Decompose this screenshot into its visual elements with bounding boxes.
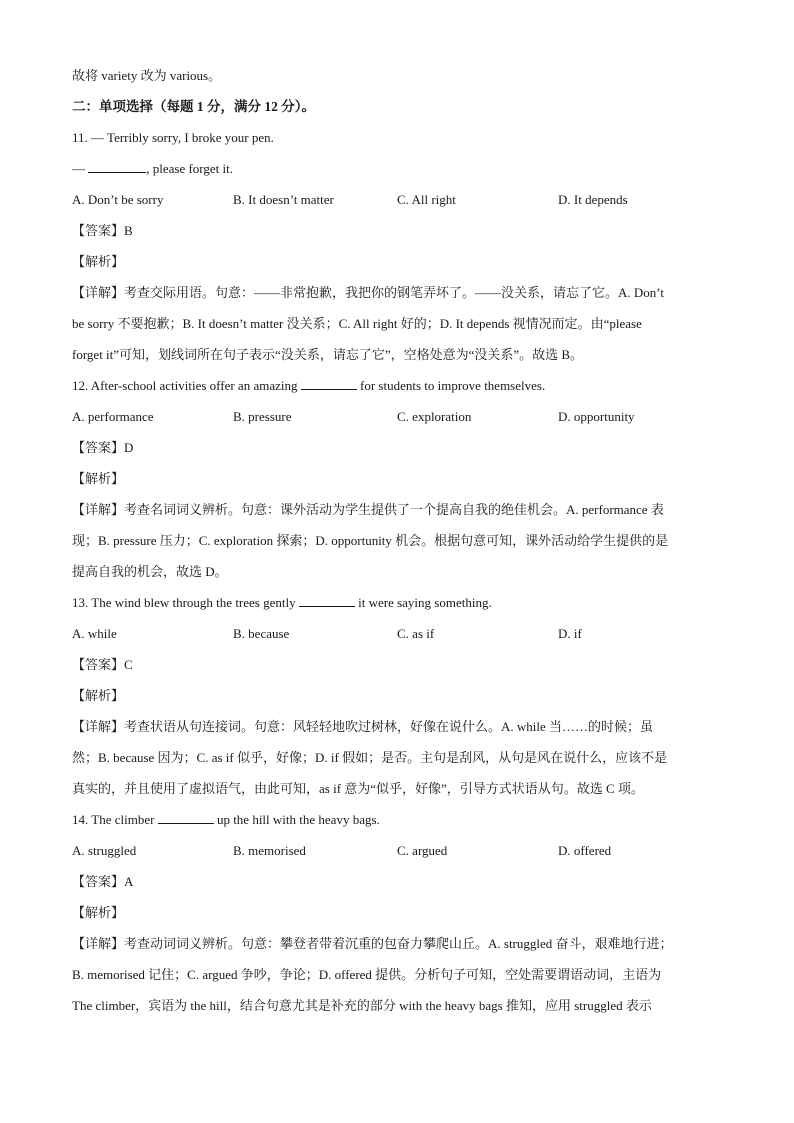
q11-detail-3: forget it”可知，划线词所在句子表示“没关系，请忘了它”，空格处意为“没关系”。故选 B。 xyxy=(72,347,584,362)
q13-detail-2: 然；B. because 因为；C. as if 似乎，好像；D. if 假如；是否。主句是刮风，从句是风在说什么，应该不是 xyxy=(72,750,668,765)
q12-blank xyxy=(301,375,357,390)
q14-detail-3: The climber，宾语为 the hill，结合句意尤其是补充的部分 with the heavy bags 推知，应用 struggled 表示 xyxy=(72,998,652,1013)
document-page xyxy=(72,60,722,1021)
q13-detail-3: 真实的，并且使用了虚拟语气，由此可知，as if 意为“似乎，好像”，引导方式状语从句。故选 C 项。 xyxy=(72,781,644,796)
q12-detail-2: 现；B. pressure 压力；C. exploration 探索；D. opportunity 机会。根据句意可知，课外活动给学生提供的是 xyxy=(72,533,669,548)
q11-reply-post: , please forget it. xyxy=(146,161,234,176)
q13-analysis-label: 【解析】 xyxy=(72,688,125,703)
q12-stem xyxy=(72,370,722,401)
q12-detail-1: 【详解】考查名词词义辨析。句意：课外活动为学生提供了一个提高自我的绝佳机会。A. performance 表 xyxy=(72,502,664,517)
q12-option-c: C. exploration xyxy=(397,409,472,424)
q13-option-b: B. because xyxy=(233,626,290,641)
q14-option-c: C. argued xyxy=(397,843,448,858)
q12-analysis-label: 【解析】 xyxy=(72,471,125,486)
q11-detail-1: 【详解】考查交际用语。句意：——非常抱歉，我把你的钢笔弄坏了。——没关系，请忘了它。A. Don’t xyxy=(72,285,664,300)
q13-options xyxy=(72,618,722,649)
q14-stem-post: up the hill with the heavy bags. xyxy=(213,812,380,827)
q11-option-c: C. All right xyxy=(397,192,456,207)
q12-option-b: B. pressure xyxy=(233,409,292,424)
q14-option-a: A. struggled xyxy=(72,843,137,858)
q11-option-b: B. It doesn’t matter xyxy=(233,192,334,207)
q12-stem-post: for students to improve themselves. xyxy=(356,378,546,393)
q11-answer: 【答案】B xyxy=(72,223,133,238)
section-title: 二：单项选择（每题 1 分，满分 12 分）。 xyxy=(72,99,315,114)
q13-detail-1: 【详解】考查状语从句连接词。句意：风轻轻地吹过树林，好像在说什么。A. while 当……的时候；虽 xyxy=(72,719,654,734)
q13-option-c: C. as if xyxy=(397,626,435,641)
q11-option-d: D. It depends xyxy=(558,192,628,207)
q14-stem-pre: 14. The climber xyxy=(72,812,158,827)
q11-stem: 11. — Terribly sorry, I broke your pen. xyxy=(72,130,274,145)
q14-analysis-label: 【解析】 xyxy=(72,905,125,920)
q13-option-a: A. while xyxy=(72,626,117,641)
q11-blank xyxy=(88,158,146,173)
q12-options xyxy=(72,401,722,432)
q14-answer: 【答案】A xyxy=(72,874,134,889)
q11-detail-2: be sorry 不要抱歉；B. It doesn’t matter 没关系；C. All right 好的；D. It depends 视情况而定。由“please xyxy=(72,316,642,331)
q14-blank xyxy=(158,809,214,824)
q13-answer: 【答案】C xyxy=(72,657,133,672)
q11-reply-pre: — xyxy=(72,161,89,176)
q12-option-a: A. performance xyxy=(72,409,154,424)
q14-option-b: B. memorised xyxy=(233,843,306,858)
q13-stem xyxy=(72,587,722,618)
q11-option-a: A. Don’t be sorry xyxy=(72,192,164,207)
q13-stem-pre: 13. The wind blew through the trees gently xyxy=(72,595,299,610)
q14-stem xyxy=(72,804,722,835)
q14-detail-2: B. memorised 记住；C. argued 争吵，争论；D. offered 提供。分析句子可知，空处需要谓语动词，主语为 xyxy=(72,967,662,982)
q11-options xyxy=(72,184,722,215)
q14-detail-1: 【详解】考查动词词义辨析。句意：攀登者带着沉重的包奋力攀爬山丘。A. struggled 奋斗，艰难地行进； xyxy=(72,936,673,951)
intro-line: 故将 variety 改为 various。 xyxy=(72,68,222,83)
q11-reply xyxy=(72,153,722,184)
q13-blank xyxy=(299,592,355,607)
q11-analysis-label: 【解析】 xyxy=(72,254,125,269)
q12-detail-3: 提高自我的机会，故选 D。 xyxy=(72,564,228,579)
q12-answer: 【答案】D xyxy=(72,440,134,455)
q13-option-d: D. if xyxy=(558,626,582,641)
q13-stem-post: it were saying something. xyxy=(354,595,492,610)
q14-options xyxy=(72,835,722,866)
q12-stem-pre: 12. After-school activities offer an amazing xyxy=(72,378,301,393)
q14-option-d: D. offered xyxy=(558,843,612,858)
q12-option-d: D. opportunity xyxy=(558,409,635,424)
